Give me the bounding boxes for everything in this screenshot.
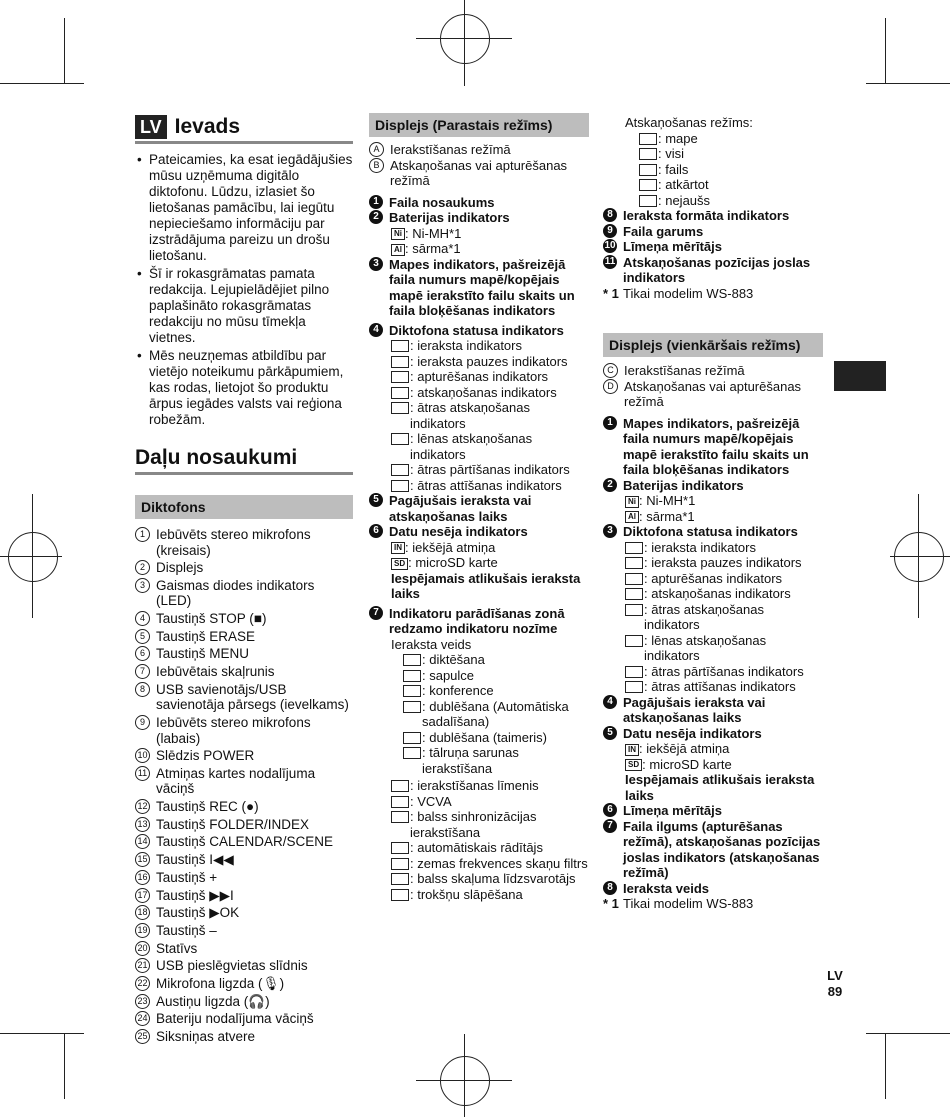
indicator-item xyxy=(625,602,823,633)
fast-forward-icon xyxy=(391,464,409,476)
part-item xyxy=(135,958,353,974)
left-column xyxy=(135,115,353,1047)
indicator-label: : ieraksta pauzes indikators xyxy=(410,353,568,369)
meeting-icon xyxy=(403,670,421,682)
indicator-label: : ierakstīšanas līmenis xyxy=(410,778,539,793)
random-icon xyxy=(639,195,657,207)
part-item xyxy=(135,817,353,833)
heading-rule xyxy=(135,472,353,475)
part-number: 23 xyxy=(135,994,150,1009)
indicator-label: : ātras pārtīšanas indikators xyxy=(644,663,804,679)
play-icon xyxy=(391,387,409,399)
indicator-label: : ātras atskaņošanas indikators xyxy=(644,601,764,632)
part-item xyxy=(135,799,353,815)
indicator-item xyxy=(403,730,589,746)
rewind-icon xyxy=(391,480,409,492)
indicator-label: : automātiskais rādītājs xyxy=(410,840,543,855)
indicator-item xyxy=(391,778,589,794)
part-number: 9 xyxy=(135,715,150,730)
voice-balancer-icon xyxy=(391,873,409,885)
folder-play-icon xyxy=(639,133,657,145)
part-label: Mikrofona ligzda (🎙) xyxy=(156,975,285,991)
dub-timer-icon xyxy=(403,732,421,744)
indicator-item xyxy=(639,177,823,193)
part-label: Taustiņš I◀◀ xyxy=(156,852,234,868)
alkaline-icon: Al xyxy=(625,511,639,523)
indicator-item xyxy=(403,683,589,699)
part-item xyxy=(135,682,353,713)
part-label: USB savienotājs/USB savienotāja pārsegs (ievelkams) xyxy=(156,681,349,713)
indicator-item xyxy=(391,338,589,354)
part-number: 7 xyxy=(135,664,150,679)
part-item xyxy=(135,748,353,764)
alkaline-icon: Al xyxy=(391,244,405,256)
indicator-item xyxy=(625,571,823,587)
part-label: Iebūvēts stereo mikrofons (kreisais) xyxy=(156,527,311,558)
section-bar: Displejs (vienkāršais režīms) xyxy=(603,333,823,357)
indicator-item xyxy=(391,385,589,401)
part-item xyxy=(135,905,353,921)
internal-memory-icon: IN xyxy=(625,744,639,756)
rec-level-icon xyxy=(391,780,409,792)
noise-cancel-icon xyxy=(391,889,409,901)
play-icon xyxy=(625,588,643,600)
part-label: Atmiņas kartes nodalījuma vāciņš xyxy=(156,765,316,797)
lang-badge: LV xyxy=(135,115,167,139)
heading-rule xyxy=(135,141,353,144)
fast-play-icon xyxy=(625,604,643,616)
num-9: 9 xyxy=(603,224,617,238)
record-pause-icon xyxy=(625,557,643,569)
part-label: Iebūvētais skaļrunis xyxy=(156,664,275,680)
indicator-item xyxy=(391,400,589,431)
rewind-icon xyxy=(625,681,643,693)
part-label: USB pieslēgvietas slīdnis xyxy=(156,958,308,974)
part-number: 22 xyxy=(135,976,150,991)
fast-play-icon xyxy=(391,402,409,414)
part-label: Taustiņš FOLDER/INDEX xyxy=(156,816,310,832)
indicator-item xyxy=(391,840,589,856)
indicator-item xyxy=(625,664,823,680)
part-label: Taustiņš ▶▶I xyxy=(156,887,234,903)
indicator-label: : tālruņa sarunas ierakstīšana xyxy=(422,745,519,776)
part-number: 4 xyxy=(135,611,150,626)
label-c: C xyxy=(603,363,618,378)
parts-heading: Daļu nosaukumi xyxy=(135,446,298,469)
part-item xyxy=(135,994,353,1010)
indicator-label: : diktēšana xyxy=(422,652,485,667)
indicator-item xyxy=(391,462,589,478)
stop-icon xyxy=(625,573,643,585)
fast-forward-icon xyxy=(625,666,643,678)
record-pause-icon xyxy=(391,356,409,368)
indicator-item xyxy=(391,354,589,370)
num-2: 2 xyxy=(369,210,383,224)
right-column: Atskaņošanas režīms: : mape : visi : fails : atkārtot : nejaušs 8 Ieraksta formāta indikators 9 Faila garums 10 Līmeņa mērītājs 11 Atskaņošanas pozīcijas joslas indikators * 1 Tikai modelim WS-883 Displejs (vienkāršais režīms) C Ierakstīšanas režīmā D Atskaņošanas vai apturēšanas režīmā 1 Mapes indikators, pašreizējā faila numurs mapē/kopējais mapē ierakstīto failu skaits un faila bloķēšanas indikators 2 Baterijas indikators Ni : Ni-MH*1 Al : sārma*1 3 Diktofona statusa indikators : ieraksta indikators : ieraksta pauzes indikators : apturēšanas indikators : atskaņošanas indikators : ātras atskaņošanas indikators : lēnas atskaņošanas indikators : ātras pārtīšanas indikators : ātras attīšanas indikators 4 Pagājušais ieraksta vai atskaņošanas laiks 5 Datu nesēja indikators IN : iekšējā atmiņa SD : microSD karte Iespējamais atlikušais ieraksta laiks 6 Līmeņa mērītājs 7 Faila ilgums (apturēšanas režīmā), atskaņošanas pozīcijas joslas indikators (atskaņošanas režīmā) 8 Ieraksta veids * 1 Tikai modelim WS-883 xyxy=(603,115,823,912)
part-number: 17 xyxy=(135,888,150,903)
part-number: 3 xyxy=(135,578,150,593)
intro-bullets xyxy=(135,152,353,428)
part-item xyxy=(135,870,353,886)
indicator-item xyxy=(391,887,589,903)
indicator-item xyxy=(639,146,823,162)
mode-item: A Ierakstīšanas režīmā xyxy=(369,142,589,158)
indicator-label: : fails xyxy=(658,161,689,177)
label-a: A xyxy=(369,142,384,157)
part-item xyxy=(135,888,353,904)
indicator-label: : balss sinhronizācijas ierakstīšana xyxy=(410,809,537,840)
indicator-label: : atskaņošanas indikators xyxy=(410,384,557,400)
auto-index-icon xyxy=(391,842,409,854)
part-number: 15 xyxy=(135,852,150,867)
part-item xyxy=(135,1029,353,1045)
part-label: Gaismas diodes indikators (LED) xyxy=(156,577,315,609)
indicator-label: : ātras pārtīšanas indikators xyxy=(410,462,570,477)
dub-auto-icon xyxy=(403,701,421,713)
slow-play-icon xyxy=(391,433,409,445)
part-label: Taustiņš ▶OK xyxy=(156,905,240,921)
indicator-item xyxy=(403,668,589,684)
part-item xyxy=(135,766,353,797)
indicator-item xyxy=(391,794,589,810)
file-play-icon xyxy=(639,164,657,176)
part-item xyxy=(135,646,353,662)
dictation-icon xyxy=(403,654,421,666)
indicator-label: : lēnas atskaņošanas indikators xyxy=(644,632,767,663)
indicator-item xyxy=(639,162,823,178)
part-number: 18 xyxy=(135,905,150,920)
telephone-rec-icon xyxy=(403,747,421,759)
num-8: 8 xyxy=(603,208,617,222)
part-item xyxy=(135,941,353,957)
indicator-label: : ātras attīšanas indikators xyxy=(644,679,796,694)
stop-icon xyxy=(391,371,409,383)
indicator-label: : ieraksta pauzes indikators xyxy=(644,555,802,570)
part-item xyxy=(135,852,353,868)
num-6: 6 xyxy=(369,524,383,538)
label-b: B xyxy=(369,158,384,173)
indicator-label: : nejaušs xyxy=(658,192,711,208)
part-number: 16 xyxy=(135,870,150,885)
indicator-item xyxy=(625,540,823,556)
part-item xyxy=(135,629,353,645)
part-label: Statīvs xyxy=(156,940,198,956)
part-label: Slēdzis POWER xyxy=(156,748,255,764)
part-number: 8 xyxy=(135,682,150,697)
part-label: Taustiņš CALENDAR/SCENE xyxy=(156,834,334,850)
part-item xyxy=(135,834,353,850)
num-1: 1 xyxy=(369,195,383,209)
num-10: 10 xyxy=(604,240,616,251)
part-item xyxy=(135,976,353,992)
part-number: 14 xyxy=(135,834,150,849)
part-number: 2 xyxy=(135,560,150,575)
indicator-label: : atskaņošanas indikators xyxy=(644,586,791,601)
indicator-label: : mape xyxy=(658,130,698,146)
part-label: Taustiņš – xyxy=(156,922,217,938)
part-item xyxy=(135,715,353,746)
section-bar: Diktofons xyxy=(135,495,353,519)
indicator-item xyxy=(391,369,589,385)
num-3: 3 xyxy=(369,257,383,271)
part-label: Austiņu ligzda (🎧) xyxy=(156,993,270,1009)
indicator-label: : ātras attīšanas indikators xyxy=(410,477,562,493)
part-item xyxy=(135,527,353,558)
page-number: LV 89 xyxy=(827,968,843,999)
all-play-icon xyxy=(639,148,657,160)
part-number: 10 xyxy=(135,748,150,763)
indicator-label: : balss skaļuma līdzsvarotājs xyxy=(410,871,576,886)
indicator-item xyxy=(391,809,589,840)
indicator-label: : ieraksta indikators xyxy=(644,539,756,555)
indicator-item xyxy=(391,856,589,872)
record-icon xyxy=(625,542,643,554)
intro-heading: LV Ievads xyxy=(135,115,353,139)
internal-memory-icon: IN xyxy=(391,542,405,554)
part-number: 11 xyxy=(135,766,150,781)
part-label: Iebūvēts stereo mikrofons (labais) xyxy=(156,715,311,746)
part-item xyxy=(135,1011,353,1027)
part-label: Taustiņš STOP (■) xyxy=(156,611,267,627)
nimh-icon: Ni xyxy=(391,228,405,240)
part-number: 21 xyxy=(135,958,150,973)
part-item xyxy=(135,664,353,680)
sd-card-icon: SD xyxy=(625,759,642,771)
indicator-item xyxy=(403,652,589,668)
vcva-icon xyxy=(391,796,409,808)
indicator-label: : sapulce xyxy=(422,667,475,683)
indicator-item xyxy=(625,555,823,571)
record-icon xyxy=(391,340,409,352)
indicator-item xyxy=(639,193,823,209)
voice-sync-icon xyxy=(391,811,409,823)
indicator-label: : apturēšanas indikators xyxy=(410,369,549,384)
part-label: Taustiņš MENU xyxy=(156,646,250,662)
indicator-label: : konference xyxy=(422,683,494,698)
bullet-item: • Mēs neuzņemas atbildību par vietējo noteikumu pārkāpumiem, kas rodas, lietojot šo produktu ārpus iegādes valsts vai reģiona robežām. xyxy=(149,348,353,428)
part-item xyxy=(135,578,353,609)
num-4: 4 xyxy=(369,323,383,337)
num-5: 5 xyxy=(369,493,383,507)
part-number: 13 xyxy=(135,817,150,832)
nimh-icon: Ni xyxy=(625,496,639,508)
slow-play-icon xyxy=(625,635,643,647)
repeat-icon xyxy=(639,179,657,191)
part-label: Taustiņš + xyxy=(156,869,218,885)
part-number: 1 xyxy=(135,527,150,542)
mode-item: B Atskaņošanas vai apturēšanas režīmā xyxy=(369,158,589,189)
indicator-item xyxy=(639,131,823,147)
indicator-label: : lēnas atskaņošanas indikators xyxy=(410,431,533,462)
part-number: 20 xyxy=(135,941,150,956)
part-number: 25 xyxy=(135,1029,150,1044)
indicator-item xyxy=(403,745,589,776)
indicator-item xyxy=(625,679,823,695)
part-number: 19 xyxy=(135,923,150,938)
indicator-item xyxy=(391,431,589,462)
conference-icon xyxy=(403,685,421,697)
indicator-label: : zemas frekvences skaņu filtrs xyxy=(410,855,588,871)
indicator-item xyxy=(391,871,589,887)
indicator-label: : apturēšanas indikators xyxy=(644,570,783,586)
part-item xyxy=(135,560,353,576)
indicator-label: : trokšņu slāpēšana xyxy=(410,886,523,902)
part-label: Taustiņš ERASE xyxy=(156,628,256,644)
indicator-item xyxy=(403,699,589,730)
part-item xyxy=(135,923,353,939)
indicator-item xyxy=(391,478,589,494)
part-item xyxy=(135,611,353,627)
part-number: 5 xyxy=(135,629,150,644)
part-number: 6 xyxy=(135,646,150,661)
indicator-label: : dublēšana (taimeris) xyxy=(422,729,547,745)
indicator-label: : ātras atskaņošanas indikators xyxy=(410,400,530,431)
indicator-label: : ieraksta indikators xyxy=(410,338,522,353)
bullet-item: • Šī ir rokasgrāmatas pamata redakcija. Lejupielādējiet pilno paplašināto rokasgrāmatas redakciju no mūsu tīmekļa vietnes. xyxy=(149,266,353,346)
indicator-label: : VCVA xyxy=(410,793,452,809)
label-d: D xyxy=(603,379,618,394)
low-cut-filter-icon xyxy=(391,858,409,870)
indicator-item xyxy=(625,633,823,664)
part-label: Siksniņas atvere xyxy=(156,1029,256,1044)
num-7: 7 xyxy=(369,606,383,620)
num-11: 11 xyxy=(604,255,616,267)
part-label: Bateriju nodalījuma vāciņš xyxy=(156,1011,314,1027)
part-label: Displejs xyxy=(156,560,204,576)
indicator-label: : visi xyxy=(658,146,684,161)
part-label: Taustiņš REC (●) xyxy=(156,799,259,815)
sd-card-icon: SD xyxy=(391,558,408,570)
parts-list xyxy=(135,527,353,1045)
section-tab xyxy=(834,361,886,391)
indicator-item xyxy=(625,586,823,602)
part-number: 12 xyxy=(135,799,150,814)
indicator-label: : dublēšana (Automātiska sadalīšana) xyxy=(422,698,569,729)
part-number: 24 xyxy=(135,1011,150,1026)
indicator-label: : atkārtot xyxy=(658,177,709,192)
middle-column: Displejs (Parastais režīms) A Ierakstīšanas režīmā B Atskaņošanas vai apturēšanas režīmā 1 Faila nosaukums 2 Baterijas indikators Ni : Ni-MH*1 Al : sārma*1 3 Mapes indikators, pašreizējā faila numurs mapē/kopējais mapē ierakstīto failu skaits un faila bloķēšanas indikators 4 Diktofona statusa indikators : ieraksta indikators : ieraksta pauzes indikators : apturēšanas indikators : atskaņošanas indikators : ātras atskaņošanas indikators : lēnas atskaņošanas indikators : ātras pārtīšanas indikators : ātras attīšanas indikators 5 Pagājušais ieraksta vai atskaņošanas laiks 6 Datu nesēja indikators IN : iekšējā atmiņa SD : microSD karte Iespējamais atlikušais ieraksta laiks 7 Indikatoru parādīšanas zonā redzamo indikatoru nozīme Ieraksta veids : diktēšana : sapulce : konference : dublēšana (Automātiska sadalīšana) : dublēšana (taimeris) : tālruņa sarunas ierakstīšana : ierakstīšanas līmenis : VCVA : balss sinhronizācijas ierakstīšana : automātiskais rādītājs : zemas frekvences skaņu filtrs : balss skaļuma līdzsvarotājs : trokšņu slāpēšana xyxy=(369,113,589,902)
bullet-item: • Pateicamies, ka esat iegādājušies mūsu uzņēmuma digitālo diktofonu. Lūdzu, izlasiet šo lietošanas pamācību, lai iegūtu nepieciešamo informāciju par izstrādājuma pareizu un drošu lietošanu. xyxy=(149,152,353,264)
section-bar: Displejs (Parastais režīms) xyxy=(369,113,589,137)
